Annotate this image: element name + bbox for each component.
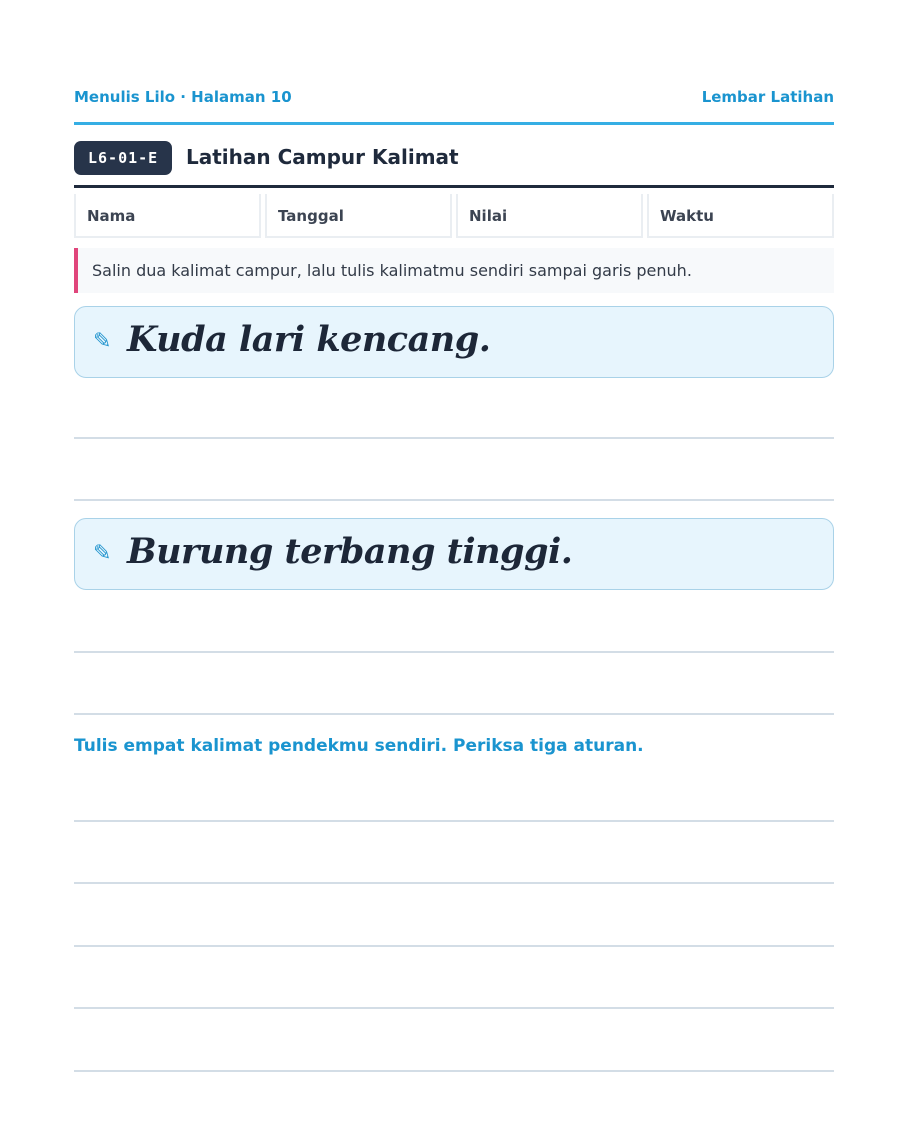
writing-line[interactable] (74, 820, 834, 822)
student-info-fields (74, 194, 834, 238)
writing-line[interactable] (74, 437, 834, 439)
model-sentence: Burung terbang tinggi. (127, 531, 573, 572)
date-field[interactable]: Tanggal (265, 194, 452, 238)
writing-line[interactable] (74, 882, 834, 884)
writing-line[interactable] (74, 1007, 834, 1009)
model-sentence-box (74, 518, 834, 590)
header-right-text: Lembar Latihan (701, 88, 834, 106)
pencil-icon: ✎ (93, 329, 112, 354)
instruction-text: Salin dua kalimat campur, lalu tulis kalimatmu sendiri sampai garis penuh. (92, 261, 692, 280)
pencil-icon: ✎ (93, 541, 112, 566)
writing-line[interactable] (74, 651, 834, 653)
model-sentence: Kuda lari kencang. (127, 319, 491, 360)
score-field[interactable]: Nilai (456, 194, 643, 238)
title-row (74, 141, 834, 188)
time-field[interactable]: Waktu (647, 194, 834, 238)
instruction-box (74, 248, 834, 293)
running-header (74, 88, 834, 125)
free-writing-prompt: Tulis empat kalimat pendekmu sendiri. Periksa tiga aturan. (74, 736, 644, 756)
header-left-text: Menulis Lilo · Halaman 10 (74, 88, 292, 106)
writing-line[interactable] (74, 499, 834, 501)
sheet-title: Latihan Campur Kalimat (186, 145, 459, 169)
name-field[interactable]: Nama (74, 194, 261, 238)
writing-line[interactable] (74, 713, 834, 715)
model-sentence-box (74, 306, 834, 378)
writing-line[interactable] (74, 945, 834, 947)
sheet-code-badge: L6-01-E (74, 141, 172, 175)
writing-line[interactable] (74, 1070, 834, 1072)
